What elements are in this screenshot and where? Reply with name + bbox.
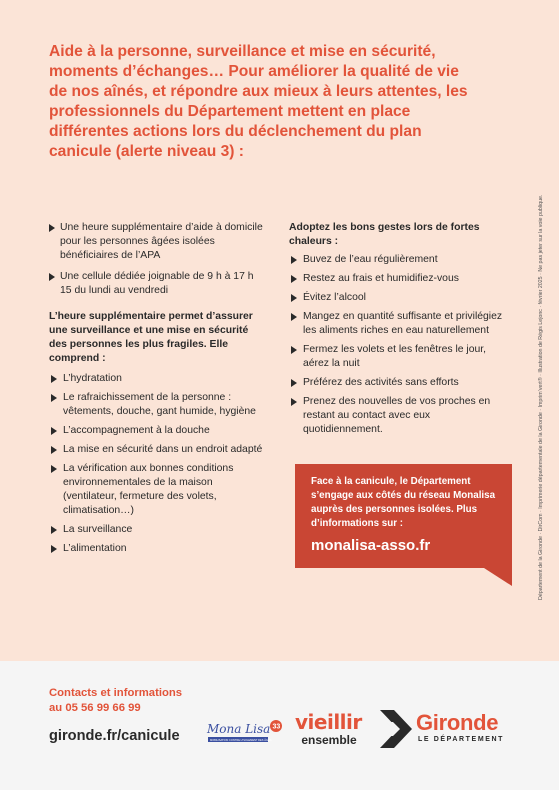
list-item: Le rafraichissement de la personne : vêtements, douche, gant humide, hygiène xyxy=(49,391,264,419)
gestures-title: Adoptez les bons gestes lors de fortes chaleurs : xyxy=(289,222,480,247)
surveillance-title: L’heure supplémentaire permet d’assurer une surveillance et une mise en sécurité des personnes les plus fragiles. Elle comprend : xyxy=(49,311,253,364)
left-column xyxy=(49,221,264,561)
arrow-icon xyxy=(51,465,57,473)
arrow-icon xyxy=(291,398,297,406)
arrow-icon xyxy=(51,446,57,454)
monalisa-logo-text: Mona Lisa xyxy=(207,722,271,736)
callout-tail xyxy=(484,568,512,586)
arrow-icon xyxy=(49,273,55,281)
right-column xyxy=(289,221,509,442)
gestures-list xyxy=(289,253,509,437)
phone-number[interactable]: au 05 56 99 66 99 xyxy=(49,702,141,714)
list-item: Préférez des activités sans efforts xyxy=(289,376,509,390)
gironde-word: Gironde xyxy=(416,710,499,735)
arrow-icon xyxy=(291,294,297,302)
gironde-sub: LE DÉPARTEMENT xyxy=(418,736,505,743)
arrow-icon xyxy=(51,545,57,553)
side-credit xyxy=(538,60,548,600)
contacts-label: Contacts et informations xyxy=(49,687,183,699)
arrow-icon xyxy=(291,313,297,321)
contacts xyxy=(49,686,219,716)
list-item: Buvez de l’eau régulièrement xyxy=(289,253,509,267)
arrow-icon xyxy=(291,256,297,264)
list-item: Fermez les volets et les fenêtres le jour, aérez la nuit xyxy=(289,343,509,371)
monalisa-tagline: MOBILISATION CONTRE L’ISOLEMENT DES ÂGÉS xyxy=(210,739,272,742)
list-item: Une heure supplémentaire d’aide à domicile pour les personnes âgées isolées bénéficiaires de l’APA xyxy=(49,221,264,263)
arrow-icon xyxy=(51,526,57,534)
gironde-chevron-icon xyxy=(378,708,414,750)
arrow-icon xyxy=(51,394,57,402)
list-item: Une cellule dédiée joignable de 9 h à 17 h 15 du lundi au vendredi xyxy=(49,270,264,298)
monalisa-callout xyxy=(295,464,512,568)
website-link[interactable]: gironde.fr/canicule xyxy=(49,728,180,744)
list-item: Restez au frais et humidifiez-vous xyxy=(289,272,509,286)
apa-list xyxy=(49,221,264,298)
side-credit-text: Département de la Gironde · DirCom · Imprimerie départementale de la Gironde · Imprim’vert® · Illustration de Régis Lejonc · février 2025 · Ne pas jeter sur la voie publique. xyxy=(538,194,544,600)
arrow-icon xyxy=(49,224,55,232)
intro-heading: Aide à la personne, surveillance et mise en sécurité, moments d’échanges… Pour améliorer la qualité de vie de nos aînés, et répondre aux mieux à leurs attentes, les professionnels du Département mettent en place différentes actions lors du déclenchement du plan canicule (alerte niveau 3) : xyxy=(49,43,468,160)
arrow-icon xyxy=(291,275,297,283)
list-item: Évitez l’alcool xyxy=(289,291,509,305)
arrow-icon xyxy=(291,379,297,387)
list-item: La vérification aux bonnes conditions environnementales de la maison (ventilateur, fermeture des volets, climatisation…) xyxy=(49,462,264,518)
list-item: La mise en sécurité dans un endroit adapté xyxy=(49,443,264,457)
vieillir-ensemble-logo xyxy=(295,711,363,751)
list-item: Mangez en quantité suffisante et privilégiez les aliments riches en eau naturellement xyxy=(289,310,509,338)
callout-text: Face à la canicule, le Département s’engage aux côtés du réseau Monalisa auprès des personnes isolées. Plus d’informations sur : xyxy=(311,476,496,529)
monalisa-logo xyxy=(205,717,285,749)
list-item: L’hydratation xyxy=(49,372,264,386)
arrow-icon xyxy=(51,375,57,383)
list-item: Prenez des nouvelles de vos proches en restant au contact avec eux quotidiennement. xyxy=(289,395,509,437)
gironde-logo xyxy=(378,708,518,752)
vieillir-word: vieillir xyxy=(295,710,362,734)
monalisa-link[interactable]: monalisa-asso.fr xyxy=(311,537,431,554)
ensemble-word: ensemble xyxy=(301,733,357,747)
arrow-icon xyxy=(51,427,57,435)
surveillance-list xyxy=(49,372,264,556)
footer xyxy=(0,661,559,790)
list-item: La surveillance xyxy=(49,523,264,537)
monalisa-badge: 33 xyxy=(272,723,281,731)
list-item: L’alimentation xyxy=(49,542,264,556)
list-item: L’accompagnement à la douche xyxy=(49,424,264,438)
arrow-icon xyxy=(291,346,297,354)
